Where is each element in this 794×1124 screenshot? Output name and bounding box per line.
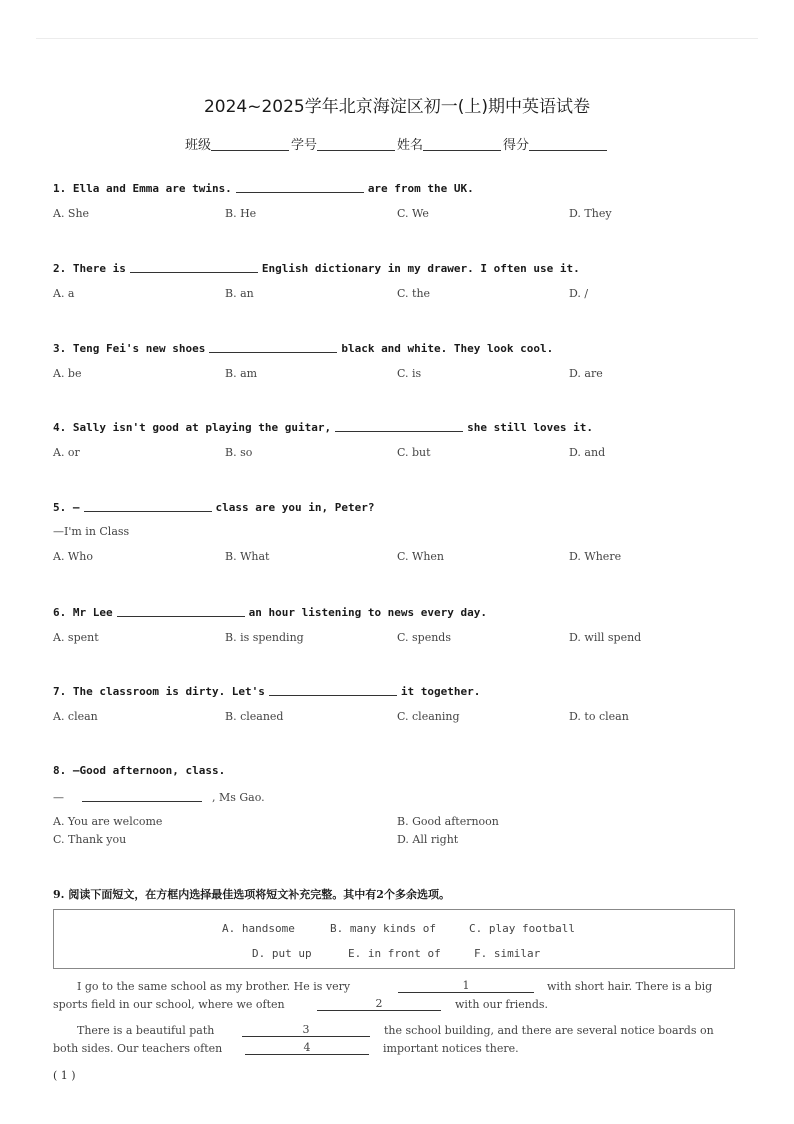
question-3-options xyxy=(53,367,753,381)
option-d[interactable]: D. and xyxy=(569,446,606,459)
question-3-blank[interactable] xyxy=(209,341,337,353)
option-c[interactable]: C. spends xyxy=(397,631,451,644)
student-info-line xyxy=(0,134,794,153)
sub-question-number: ( 1 ) xyxy=(53,1069,76,1082)
option-b[interactable]: B. an xyxy=(225,287,254,300)
question-3-stem xyxy=(53,341,753,355)
question-2-text-post: English dictionary in my drawer. I often use it. xyxy=(261,262,580,275)
question-6 xyxy=(53,605,753,645)
question-5-reply: —I'm in Class xyxy=(53,525,130,538)
option-a[interactable]: A. clean xyxy=(53,710,98,723)
question-4-text-pre: 4. Sally isn't good at playing the guitar, xyxy=(53,421,332,434)
question-7-stem xyxy=(53,684,753,698)
question-8-options-row-1 xyxy=(53,815,753,829)
id-blank[interactable] xyxy=(317,137,395,151)
question-8-options-row-2 xyxy=(53,833,753,847)
question-2-stem xyxy=(53,261,753,275)
option-a[interactable]: A. or xyxy=(53,446,80,459)
question-1-stem xyxy=(53,181,753,195)
question-7 xyxy=(53,684,753,724)
question-1-text-post: are from the UK. xyxy=(367,182,474,195)
question-6-options xyxy=(53,631,753,645)
passage-blank-2[interactable]: 2 xyxy=(317,998,441,1011)
question-4-options xyxy=(53,446,753,460)
question-1-options xyxy=(53,207,753,221)
word-bank-option-b[interactable]: B. many kinds of xyxy=(330,922,436,935)
option-d[interactable]: D. are xyxy=(569,367,603,380)
question-4-stem xyxy=(53,420,753,434)
question-8-stem: 8. —Good afternoon, class. xyxy=(53,764,226,777)
passage-line xyxy=(53,1022,743,1040)
name-label: 姓名 xyxy=(397,138,424,153)
option-a[interactable]: A. She xyxy=(53,207,90,220)
question-4-text-post: she still loves it. xyxy=(467,421,593,434)
option-c[interactable]: C. but xyxy=(397,446,431,459)
word-bank-option-c[interactable]: C. play football xyxy=(469,922,575,935)
question-6-stem xyxy=(53,605,753,619)
passage-text: There is a beautiful path xyxy=(77,1024,215,1037)
question-8-reply xyxy=(53,790,753,804)
passage-text: I go to the same school as my brother. He is very xyxy=(77,980,351,993)
passage-text: the school building, and there are several notice boards on xyxy=(384,1024,714,1037)
question-9-instructions: 9. 阅读下面短文，在方框内选择最佳选项将短文补充完整。其中有2个多余选项。 xyxy=(53,888,450,901)
class-label: 班级 xyxy=(184,138,211,153)
question-6-text-post: an hour listening to news every day. xyxy=(248,606,488,619)
passage-blank-3[interactable]: 3 xyxy=(242,1024,370,1037)
question-7-blank[interactable] xyxy=(269,684,397,696)
class-blank[interactable] xyxy=(211,137,289,151)
question-7-options xyxy=(53,710,753,724)
question-2-blank[interactable] xyxy=(130,261,258,273)
option-a[interactable]: A. spent xyxy=(53,631,99,644)
question-5-options xyxy=(53,550,753,564)
option-b[interactable]: B. am xyxy=(225,367,258,380)
option-d[interactable]: D. will spend xyxy=(569,631,642,644)
passage-paragraph-2 xyxy=(53,1022,743,1058)
option-d[interactable]: D. All right xyxy=(397,833,459,846)
question-2-options xyxy=(53,287,753,301)
word-bank-option-f[interactable]: F. similar xyxy=(474,947,541,960)
question-5-blank[interactable] xyxy=(84,500,212,512)
passage-blank-1[interactable]: 1 xyxy=(398,980,534,993)
option-c[interactable]: C. the xyxy=(397,287,431,300)
question-3-text-post: black and white. They look cool. xyxy=(341,342,554,355)
question-1-blank[interactable] xyxy=(236,181,364,193)
option-d[interactable]: D. / xyxy=(569,287,589,300)
option-b[interactable]: B. Good afternoon xyxy=(397,815,499,828)
question-8 xyxy=(53,764,753,847)
passage-text: with our friends. xyxy=(455,998,549,1011)
question-1 xyxy=(53,181,753,221)
option-b[interactable]: B. so xyxy=(225,446,253,459)
option-b[interactable]: B. is spending xyxy=(225,631,304,644)
option-b[interactable]: B. He xyxy=(225,207,257,220)
question-5-text-pre: 5. — xyxy=(53,501,80,514)
option-c[interactable]: C. cleaning xyxy=(397,710,460,723)
passage-paragraph-1 xyxy=(53,978,743,1014)
option-a[interactable]: A. Who xyxy=(53,550,93,563)
question-4 xyxy=(53,420,753,460)
page-title: 2024~2025学年北京海淀区初一(上)期中英语试卷 xyxy=(203,97,591,117)
question-3-text-pre: 3. Teng Fei's new shoes xyxy=(53,342,206,355)
score-label: 得分 xyxy=(503,138,530,153)
option-c[interactable]: C. When xyxy=(397,550,445,563)
question-2-text-pre: 2. There is xyxy=(53,262,126,275)
header-rule xyxy=(36,38,758,39)
question-6-blank[interactable] xyxy=(117,605,245,617)
option-c[interactable]: C. is xyxy=(397,367,422,380)
question-5 xyxy=(53,500,753,564)
question-8-reply-text: , Ms Gao. xyxy=(212,791,265,804)
passage-blank-4[interactable]: 4 xyxy=(245,1042,369,1055)
word-bank-box xyxy=(53,909,735,969)
passage-line xyxy=(53,1040,743,1058)
question-3 xyxy=(53,341,753,381)
id-label: 学号 xyxy=(290,138,317,153)
question-7-text-post: it together. xyxy=(400,685,481,698)
passage-text: important notices there. xyxy=(383,1042,519,1055)
option-a[interactable]: A. a xyxy=(53,287,75,300)
word-bank-option-e[interactable]: E. in front of xyxy=(348,947,441,960)
option-c[interactable]: C. Thank you xyxy=(53,833,127,846)
passage-text: sports field in our school, where we often xyxy=(53,998,285,1011)
option-d[interactable]: D. They xyxy=(569,207,612,220)
question-4-blank[interactable] xyxy=(335,420,463,432)
name-blank[interactable] xyxy=(423,137,501,151)
word-bank-option-d[interactable]: D. put up xyxy=(252,947,312,960)
option-a[interactable]: A. be xyxy=(53,367,82,380)
word-bank-option-a[interactable]: A. handsome xyxy=(222,922,295,935)
passage-line xyxy=(53,978,743,996)
question-7-text-pre: 7. The classroom is dirty. Let's xyxy=(53,685,265,698)
option-a[interactable]: A. You are welcome xyxy=(53,815,163,828)
option-b[interactable]: B. What xyxy=(225,550,270,563)
option-d[interactable]: D. Where xyxy=(569,550,622,563)
passage-text: with short hair. There is a big xyxy=(547,980,713,993)
question-5-text-post: class are you in, Peter? xyxy=(215,501,375,514)
question-5-stem xyxy=(53,500,753,514)
option-b[interactable]: B. cleaned xyxy=(225,710,284,723)
question-2 xyxy=(53,261,753,301)
question-8-reply-dash: — xyxy=(53,791,64,804)
passage-line xyxy=(53,996,743,1014)
option-d[interactable]: D. to clean xyxy=(569,710,629,723)
question-6-text-pre: 6. Mr Lee xyxy=(53,606,113,619)
option-c[interactable]: C. We xyxy=(397,207,429,220)
score-blank[interactable] xyxy=(529,137,607,151)
question-1-text-pre: 1. Ella and Emma are twins. xyxy=(53,182,232,195)
question-8-blank[interactable] xyxy=(82,790,202,802)
passage-text: both sides. Our teachers often xyxy=(53,1042,223,1055)
